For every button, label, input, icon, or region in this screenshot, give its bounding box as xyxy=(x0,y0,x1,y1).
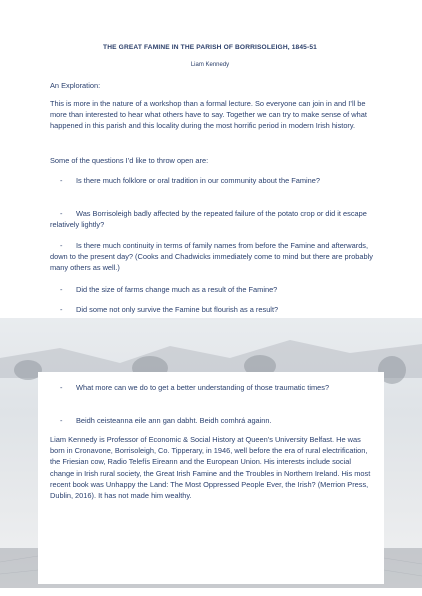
list-dash: - xyxy=(60,241,63,250)
list-item-text: Is there much folklore or oral tradition in our community about the Famine? xyxy=(76,176,321,185)
list-item xyxy=(50,382,374,393)
page-title: THE GREAT FAMINE IN THE PARISH OF BORRISOLEIGH, 1845-51 xyxy=(103,44,317,51)
list-item xyxy=(50,304,374,315)
list-item xyxy=(50,208,374,230)
questions-intro: Some of the questions I’d like to throw open are: xyxy=(50,156,209,165)
list-dash: - xyxy=(60,305,63,314)
bio-paragraph: Liam Kennedy is Professor of Economic & Social History at Queen’s University Belfast. He was born in Cronavone, Borrisoleigh, Co. Tipperary, in 1946, well before the era of rural electrification, the Friesian cow, Radio Telefís Eireann and the European Union. His interests include social change in Irish rural society, the Great Irish Famine and the Troubles in Northern Ireland. His most recent book was Unhappy the Land: The Most Oppressed People Ever, the Irish? (Merrion Press, Dublin, 2016). It has not made him wealthy. xyxy=(50,435,371,501)
list-dash: - xyxy=(60,285,63,294)
author-name: Liam Kennedy xyxy=(190,62,230,68)
list-item-text: Did the size of farms change much as a result of the Famine? xyxy=(76,285,278,294)
list-dash: - xyxy=(60,416,63,425)
list-item-text: Beidh ceisteanna eile ann gan dabht. Beidh comhrá againn. xyxy=(76,416,272,425)
list-dash: - xyxy=(60,209,63,218)
list-item-text: Did some not only survive the Famine but flourish as a result? xyxy=(76,305,279,314)
list-item-text: Was Borrisoleigh badly affected by the repeated failure of the potato crop or did it escape relatively lightly? xyxy=(50,209,367,230)
list-item xyxy=(50,284,374,295)
list-item xyxy=(50,175,374,186)
intro-paragraph: This is more in the nature of a workshop than a formal lecture. So everyone can join in and I’ll be more than interested to hear what others have to say. Together we can try to make sense of what happened in this parish and this locality during the most horrific period in modern Irish history. xyxy=(50,99,367,131)
section-heading: An Exploration: xyxy=(50,81,101,90)
list-dash: - xyxy=(60,383,63,392)
list-item xyxy=(50,240,374,274)
list-dash: - xyxy=(60,176,63,185)
list-item-text: What more can we do to get a better understanding of those traumatic times? xyxy=(76,383,330,392)
list-item xyxy=(50,415,374,426)
list-item-text: Is there much continuity in terms of family names from before the Famine and afterwards, down to the present day? (Cooks and Chadwicks immediately come to mind but there are probably many others as well.) xyxy=(50,241,373,273)
